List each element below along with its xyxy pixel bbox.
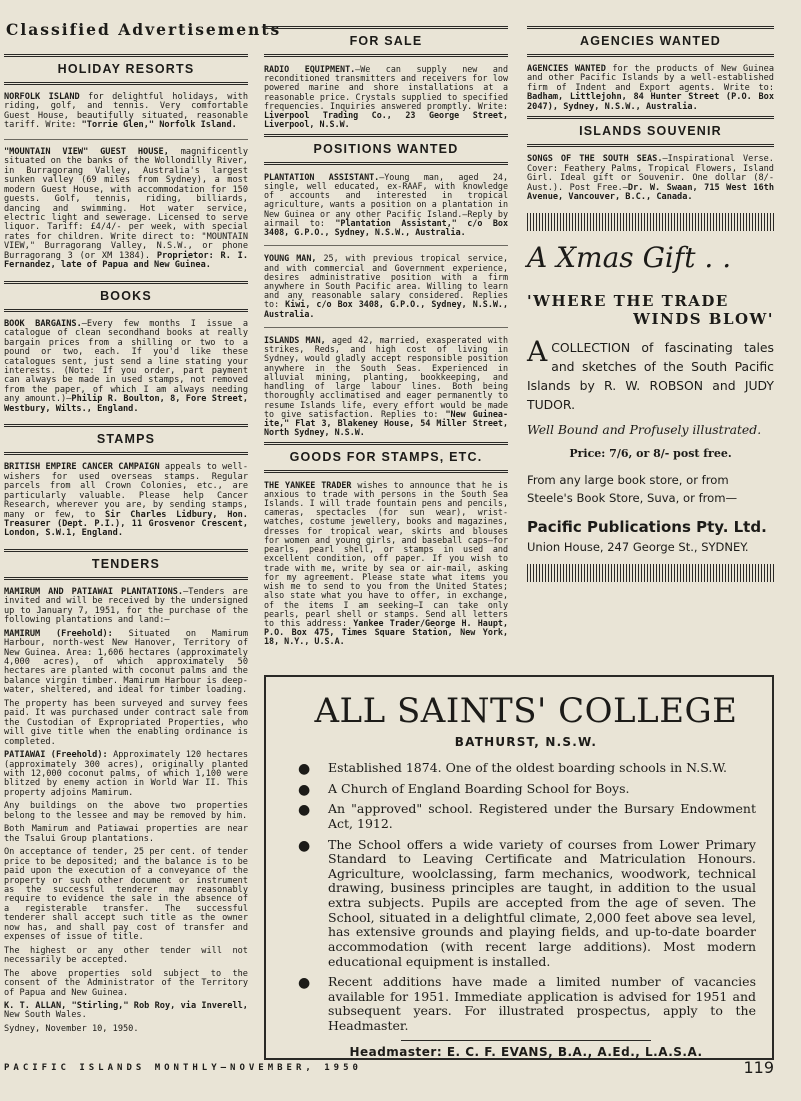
classified-ad xyxy=(4,700,248,747)
college-point-text: The School offers a wide variety of courses from Lower Primary Standard to Leaving Certificate and Matriculation Honours. Agriculture, woolclassing, farm mechanics, woodwork, technical drawing, business principles are taught, in addition to the usual extra subjects. Pupils are accepted from the age of seven. The School, situated in a delightful climate, 2,000 feet above sea level, has extensive grounds and playing fields, and up-to-date boarder accommodation (with recent large additions). Most modern educational equipment is installed. xyxy=(328,836,756,969)
middle-column xyxy=(264,26,508,651)
ad-lead: SONGS OF THE SOUTH SEAS. xyxy=(527,154,663,165)
footer-text: PACIFIC ISLANDS MONTHLY—NOVEMBER, 1950 xyxy=(4,1063,362,1073)
drop-cap: A xyxy=(527,334,548,368)
ad-text: —Inspirational Verse. Cover: Feathery Palms, Tropical Flowers, Island Girl. Ideal gift or Souvenir. One dollar (8/- Aust.). Post Free.— xyxy=(527,154,774,193)
right-sections xyxy=(527,26,774,203)
ad-lead: NORFOLK ISLAND xyxy=(4,92,80,102)
page-number: 119 xyxy=(743,1058,774,1077)
ad-lead: RADIO EQUIPMENT. xyxy=(264,64,356,74)
ad-lead: PATIAWAI (Freehold): xyxy=(4,750,108,761)
bullet-icon: ● xyxy=(298,837,311,854)
ad-lead: THE YANKEE TRADER xyxy=(264,479,352,490)
ad-text: —Every few months I issue a catalogue of clean secondhand books at really bargain prices from a shilling or two to a pound or two, each. If you'd like these catalogues sent, just send a line stating your interests. (Note: If you order, part payment can always be made in used stamps, not removed from the paper, of which I am always needing any amount.)— xyxy=(4,318,248,405)
ad-text: Approximately 120 hectares (approximately 300 acres), originally planted with 12,000 coconut palms, of which 1,100 were blitzed by enemy action in World War II. This property adjoins Mamirum. xyxy=(4,750,248,798)
bullet-icon: ● xyxy=(298,781,311,798)
classified-ad xyxy=(4,320,248,415)
ad-tail: Kiwi, c/o Box 3408, G.P.O., Sydney, N.S.W., Australia. xyxy=(264,299,508,319)
ad-lead: "MOUNTAIN VIEW" GUEST HOUSE, xyxy=(4,146,169,157)
college-location: BATHURST, N.S.W. xyxy=(454,735,598,749)
college-point xyxy=(296,761,756,776)
section-heading: STAMPS xyxy=(4,424,248,455)
section-heading: BOOKS xyxy=(4,281,248,312)
classified-ad xyxy=(4,1025,248,1034)
classified-ad xyxy=(4,93,248,131)
college-point xyxy=(296,782,756,797)
college-point-text: A Church of England Boarding School for Boys. xyxy=(328,780,630,796)
ad-lead: ISLANDS MAN, xyxy=(264,334,326,345)
bullet-icon: ● xyxy=(298,761,311,777)
section-heading: GOODS FOR STAMPS, ETC. xyxy=(264,442,508,473)
classified-ad xyxy=(4,1002,248,1021)
ad-text: magnificently situated on the banks of the Wollondilly River, in Burragorang Valley, Australia's largest sunken valley (69 miles from Sydney), a most modern Guest House, with accommodation for 150 guests. Golf, tennis, riding, billiards, dancing and swimming. Hot water service, electric light and sewerage. Licensed to serve liquor. Tariff: £4/4/- per week, with special rates for children. Write direct to: "MOUNTAIN VIEW," Burragorang Valley, N.S.W., or phone Burragorang 3 (or XM 1384). xyxy=(4,146,248,261)
ad-text: Any buildings on the above two properties belong to the lessee and may be removed by him. xyxy=(4,801,248,821)
college-point-text: Established 1874. One of the oldest boarding schools in N.S.W. xyxy=(328,760,727,775)
ad-text: aged 42, married, exasperated with strikes, Reds, and high cost of living in Sydney, would gladly accept responsible position anywhere in the South Seas. Experienced in alluvial mining, planting, bookkeeping, and handling of large labour lines. Both being thoroughly acclimatised and eager permanently to resume Islands life, every effort would be made to give satisfaction. Replies to: xyxy=(264,334,508,419)
college-point-text: Recent additions have made a limited number of vacancies available for 1951. Immediate application is advised for 1951 and subsequent years. For illustrated prospectus, apply to the Headmaster. xyxy=(328,974,756,1033)
book-description xyxy=(527,334,774,415)
book-description-text: COLLECTION of fascinating tales and sketches of the South Pacific Islands by R. W. ROBSON and JUDY TUDOR. xyxy=(527,339,774,413)
ad-lead: K. T. ALLAN, "Stirling," Rob Roy, via Inverell, xyxy=(4,1000,248,1011)
ad-text: —Young man, aged 24, single, well educated, ex-RAAF, with knowledge of accounts and interested in tropical agriculture, wants a position on a plantation in New Guinea or any other Pacific Island.—Reply by airmail to: xyxy=(264,171,508,228)
ad-tail: "Plantation Assistant," c/o Box 3408, G.P.O., Sydney, N.S.W., Australia. xyxy=(264,217,508,238)
page-title: Classified Advertisements xyxy=(6,20,282,39)
ad-text: The above properties sold subject to the consent of the Administrator of the Territory of Papua and New Guinea. xyxy=(4,968,248,998)
classified-ad xyxy=(264,481,508,647)
college-title: ALL SAINTS' COLLEGE xyxy=(314,691,738,731)
ad-text: wishes to announce that he is anxious to trade with persons in the South Sea Islands. I will trade fountain pens and pencils, cameras, spectacles (for sun wear), wrist-watches, costume jewellery, books and magazines, dresses for tropical wear, skirts and blouses for women and young girls, and baseball caps—for pearls, pearl shell, or stamps in used and excellent condition, off paper. If you wish to trade with me, write by sea or air-mail, asking for my agreement. Please state what items you wish me to send to you from the United States; also state what you have to offer, in exchange, of the items I am seeking—I can take only pearls, pearl shell or stamps. Send all letters to this address: xyxy=(264,479,509,629)
ad-text: Both Mamirum and Patiawai properties are near the Tsalui Group plantations. xyxy=(4,824,248,844)
ad-text: 25, with previous tropical service, and with commercial and Government experience, desires administrative position with a firm anywhere in South Pacific area. Willing to learn and any reasonable salary considered. Replies to: xyxy=(264,253,508,310)
college-point-text: An "approved" school. Registered under the Bursary Endowment Act, 1912. xyxy=(328,801,756,831)
divider xyxy=(264,327,508,328)
section-heading: TENDERS xyxy=(4,549,248,580)
left-column xyxy=(4,44,248,1038)
ad-text: Situated on Mamirum Harbour, north-west New Hanover, Territory of New Guinea. Area: 1,606 hectares (approximately 4,000 acres), of which approximately 50 hectares are planted with coconut palms and the balance virgin timber. Mamirum Harbour is deep-water, sheltered, and ideal for timber loading. xyxy=(4,628,248,696)
classified-ad xyxy=(4,751,248,798)
divider xyxy=(401,1040,651,1041)
decorative-border-top xyxy=(527,213,774,231)
classified-ad xyxy=(264,65,508,130)
classified-ad xyxy=(4,970,248,998)
classified-ad xyxy=(4,802,248,821)
college-point xyxy=(296,838,756,970)
classified-ad xyxy=(264,336,508,438)
ad-text: Sydney, November 10, 1950. xyxy=(4,1023,139,1034)
ad-text: New South Wales. xyxy=(4,1010,87,1021)
ad-tail: Proprietor: R. I. Fernandez, late of Papua and New Guinea. xyxy=(4,250,248,271)
ad-lead: AGENCIES WANTED xyxy=(527,64,606,74)
ad-tail: Yankee Trader/George H. Haupt, P.O. Box 475, Times Square Station, New York, 18, N.Y., U.S.A. xyxy=(264,618,509,647)
ad-lead: MAMIRUM AND PATIAWAI PLANTATIONS. xyxy=(4,586,184,597)
decorative-border-bottom xyxy=(527,564,774,582)
classified-ad xyxy=(4,588,248,626)
ad-lead: MAMIRUM (Freehold): xyxy=(4,628,113,639)
ad-text: The property has been surveyed and survey fees paid. It was purchased under contract sale from the Custodian of Expropriated Properties, who will give title when the enabling ordinance is completed. xyxy=(4,698,248,747)
ad-tail: Philip R. Boulton, 8, Fore Street, Westbury, Wilts., England. xyxy=(4,394,248,414)
section-heading: AGENCIES WANTED xyxy=(527,26,774,57)
ad-lead: BRITISH EMPIRE CANCER CAMPAIGN xyxy=(4,462,160,473)
classified-ad xyxy=(4,848,248,943)
publisher-address: Union House, 247 George St., SYDNEY. xyxy=(527,540,749,555)
college-point xyxy=(296,975,756,1034)
ad-text: The highest or any other tender will not necessarily be accepted. xyxy=(4,945,248,966)
book-ad-tagline: A Xmas Gift . . xyxy=(527,240,732,274)
classified-ad xyxy=(4,825,248,844)
classified-ad xyxy=(264,173,508,238)
book-price: Price: 7/6, or 8/- post free. xyxy=(569,447,732,461)
classified-ad xyxy=(4,148,248,271)
headmaster: Headmaster: E. C. F. EVANS, B.A., A.Ed., L.A.S.A. xyxy=(349,1044,703,1059)
classified-ad xyxy=(527,155,774,202)
section-heading: ISLANDS SOUVENIR xyxy=(527,116,774,147)
ad-lead: PLANTATION ASSISTANT. xyxy=(264,171,380,182)
book-title-line-2: WINDS BLOW' xyxy=(633,309,774,328)
classified-ad xyxy=(4,947,248,966)
classified-ad xyxy=(4,463,248,539)
ad-tail: "New Guinea-ite," Flat 3, Blakeney House, 54 Miller Street, North Sydney, N.S.W. xyxy=(264,408,508,438)
college-point xyxy=(296,802,756,831)
book-title-line-1: 'WHERE THE TRADE xyxy=(527,291,729,310)
ad-text: —Tenders are invited and will be received by the undersigned up to January 7, 1951, for the purchase of the following plantations and land:— xyxy=(4,586,248,626)
ad-lead: YOUNG MAN, xyxy=(264,253,317,264)
classified-ad xyxy=(527,65,774,112)
ad-text: appeals to well-wishers for used overseas stamps. Regular parcels from all Crown Colonies, etc., are particularly valuable. Please help Cancer Research, wherever you are, by sending stamps, many or few, to xyxy=(4,462,248,520)
book-binding: Well Bound and Profusely illustrated. xyxy=(527,422,762,438)
ad-tail: "Torrie Glen," Norfolk Island. xyxy=(81,120,237,131)
classified-ad xyxy=(4,630,248,696)
college-advertisement xyxy=(264,675,774,1060)
section-heading: POSITIONS WANTED xyxy=(264,134,508,165)
ad-text: On acceptance of tender, 25 per cent. of tender price to be deposited; and the balance is to be paid upon the execution of a conveyance of the property or such other document or instrument as the successful tenderer may reasonably require to evidence the sale in the absence of a registerable transfer. The successful tenderer shall accept such title as the owner now has, and shall pay cost of transfer and expenses of issue of title. xyxy=(4,847,248,943)
bullet-icon: ● xyxy=(298,802,311,819)
right-column xyxy=(527,26,774,592)
book-where-to-buy: From any large book store, or from Steele's Book Store, Suva, or from— xyxy=(527,473,738,506)
ad-tail: Badham, Littlejohn, 84 Hunter Street (P.O. Box 2047), Sydney, N.S.W., Australia. xyxy=(527,92,774,112)
publisher-name: Pacific Publications Pty. Ltd. xyxy=(527,518,767,537)
section-heading: FOR SALE xyxy=(264,26,508,57)
ad-text: for the products of New Guinea and other Pacific Islands by a well-established firm of Indent and Export agents. Write to: xyxy=(527,64,775,93)
ad-tail: Liverpool Trading Co., 23 George Street, Liverpool, N.S.W. xyxy=(264,110,508,130)
divider xyxy=(264,245,508,246)
ad-text: —We can supply new and reconditioned transmitters and receivers for low powered marine and shore installations at a reasonable price. Crystals supplied to specified frequencies. Inquiries answered promptly. Write: xyxy=(264,64,508,111)
page-footer xyxy=(4,1058,778,1077)
ad-tail: Sir Charles Lidbury, Hon. Treasurer (Dept. P.I.), 11 Grosvenor Crescent, London, S.W.1, England. xyxy=(4,509,248,539)
ad-tail: Dr. W. Swaan, 715 West 16th Avenue, Vancouver, B.C., Canada. xyxy=(527,182,774,203)
classified-ad xyxy=(264,254,508,319)
ad-text: for delightful holidays, with riding, golf, and tennis. Very comfortable Guest House, beautifully situated, reasonable tariff. Write: xyxy=(4,92,248,131)
divider xyxy=(4,139,248,140)
section-heading: HOLIDAY RESORTS xyxy=(4,54,248,85)
college-points xyxy=(296,761,756,1034)
bullet-icon: ● xyxy=(298,975,311,992)
ad-lead: BOOK BARGAINS. xyxy=(4,318,82,329)
